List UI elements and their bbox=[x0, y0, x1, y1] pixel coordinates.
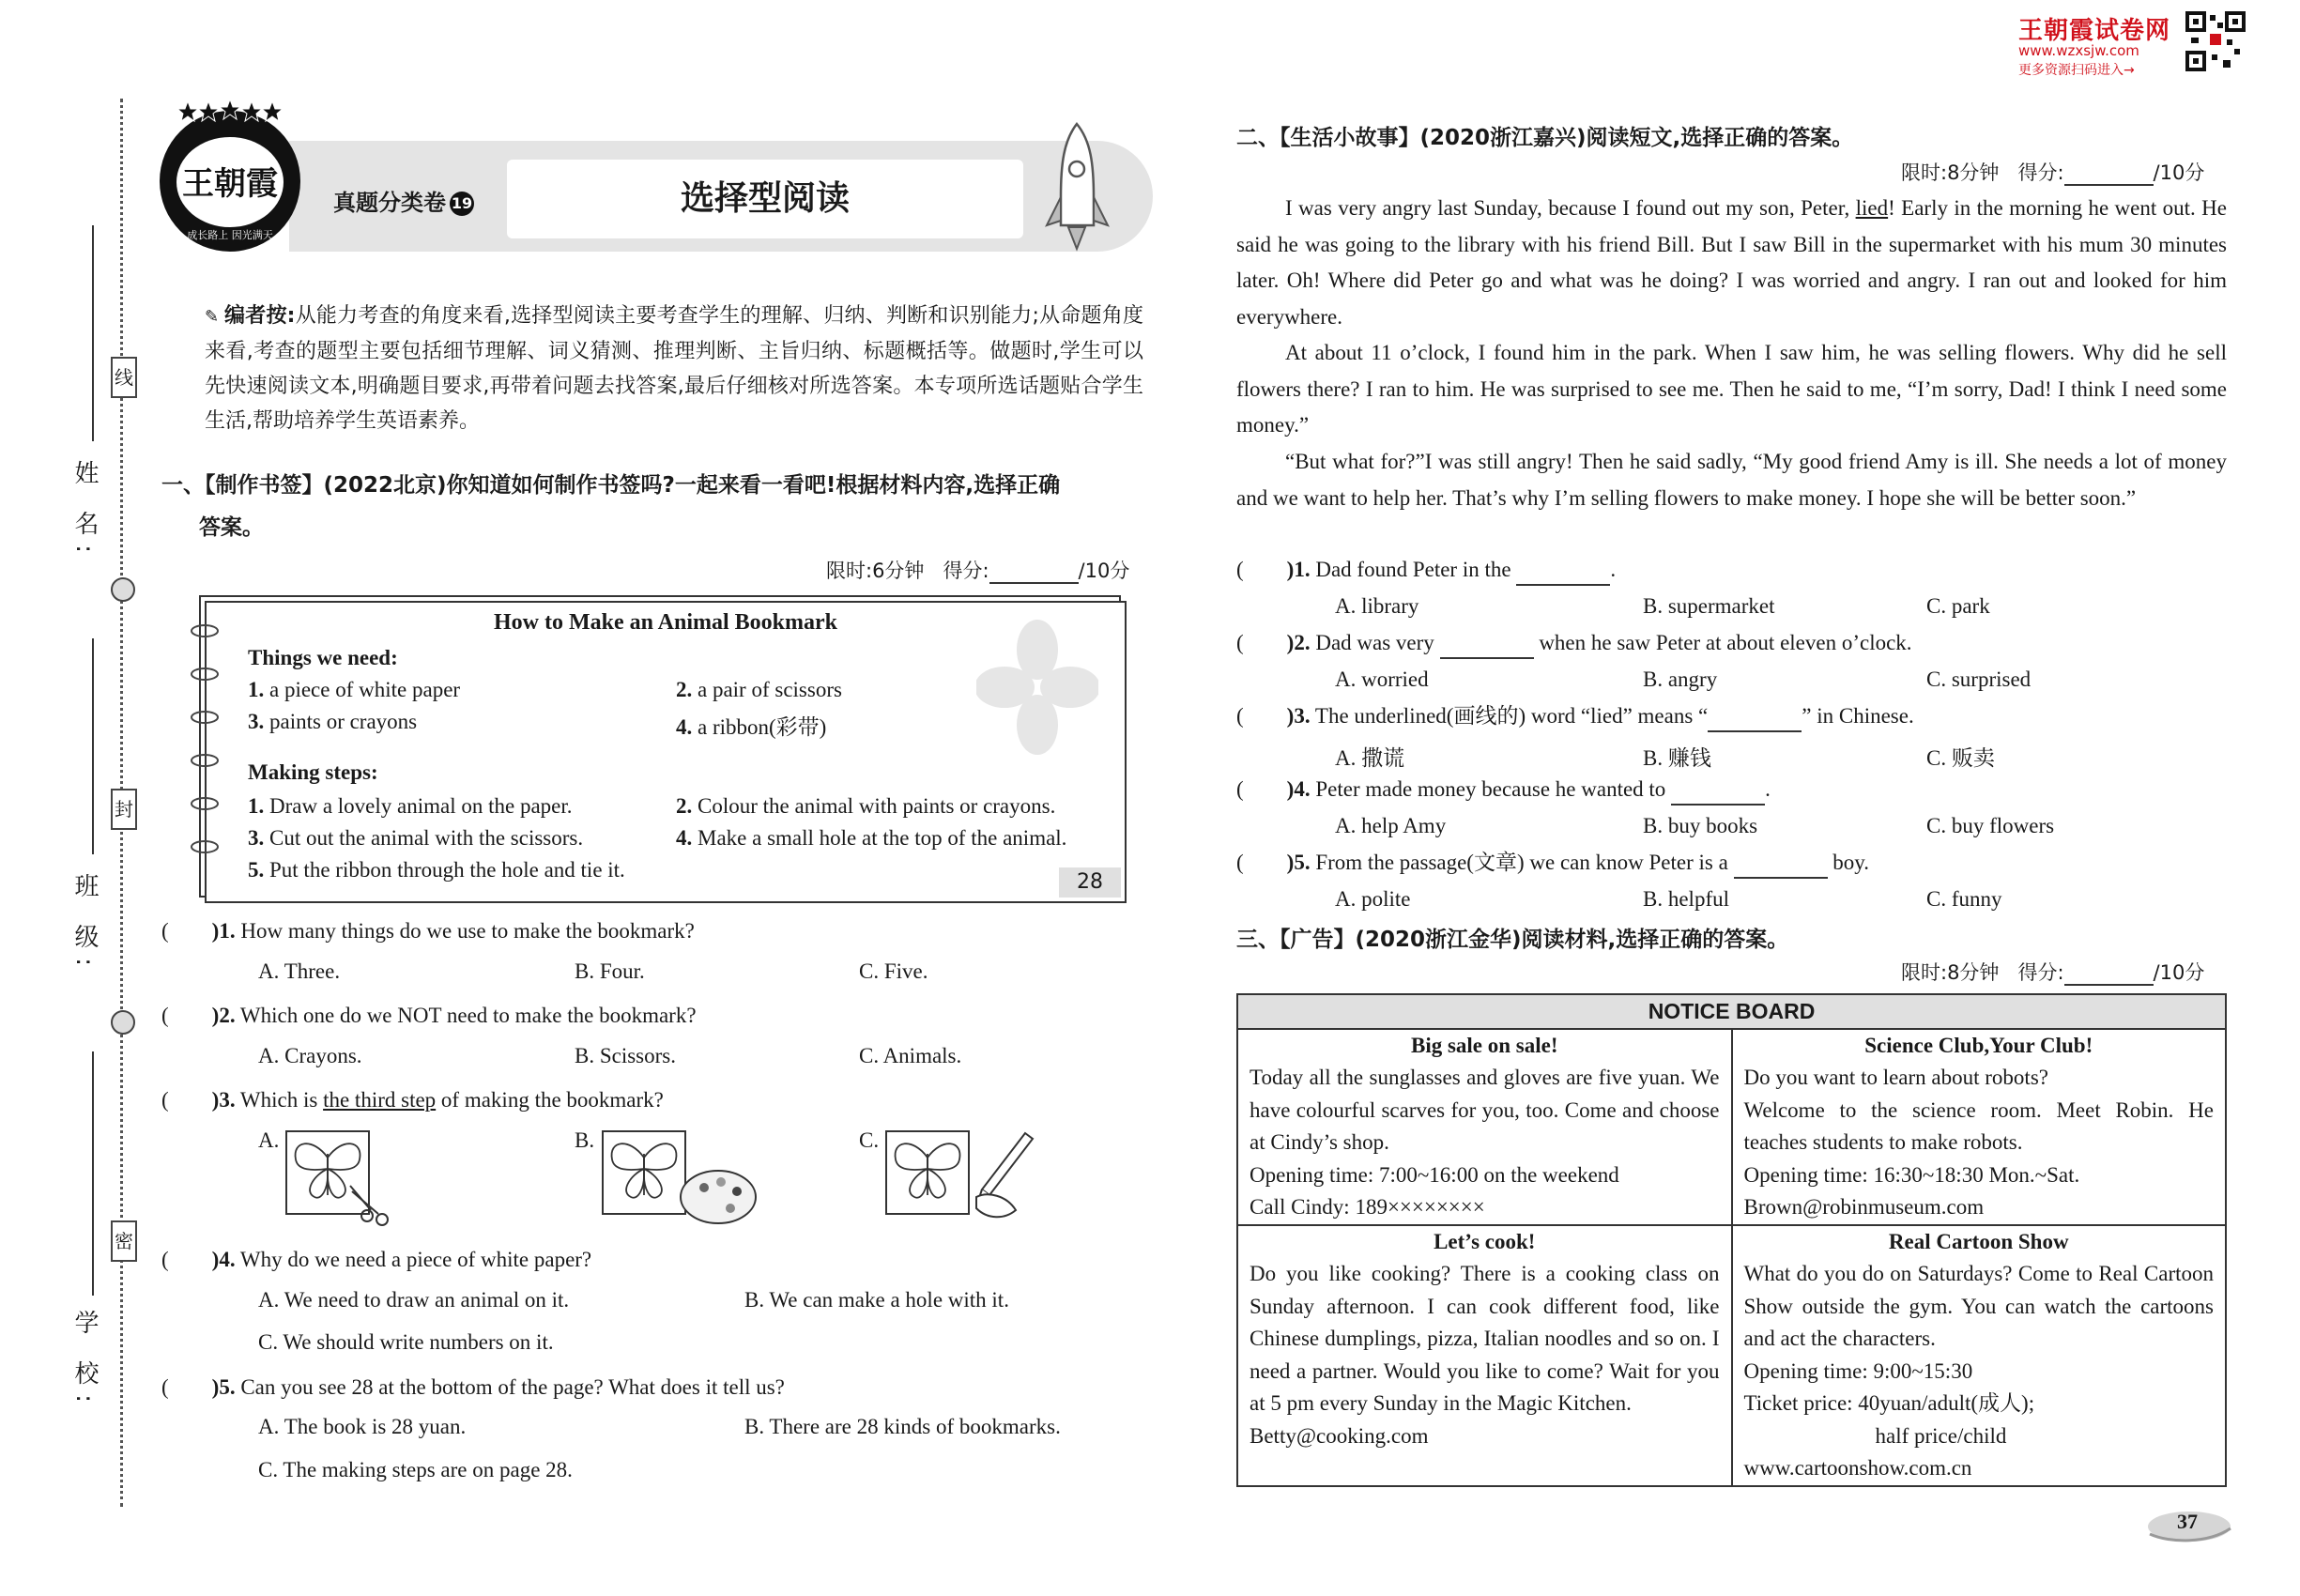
intro-paragraph bbox=[205, 299, 1143, 438]
section1-time-score bbox=[826, 556, 1129, 584]
s2-q2-option-a[interactable]: A. worried bbox=[1335, 668, 1429, 691]
watermark-url: www.wzxsjw.com bbox=[2018, 42, 2139, 59]
ad-title: Let’s cook! bbox=[1434, 1229, 1536, 1253]
section3-score-total: /10分 bbox=[2153, 961, 2205, 984]
notice-board bbox=[1236, 993, 2227, 1487]
s1-q2: ( )2. Which one do we NOT need to make the bookmark? bbox=[161, 1004, 697, 1027]
fill-blank[interactable] bbox=[1734, 858, 1828, 879]
s1-q5: ( )5. Can you see 28 at the bottom of the page? What does it tell us? bbox=[161, 1375, 785, 1399]
name-label: 姓 名: bbox=[70, 460, 99, 563]
s2-q3-option-c[interactable]: C. 贩卖 bbox=[1926, 746, 1995, 770]
s2-q4: ( )4. Peter made money because he wanted to . bbox=[1236, 774, 1771, 806]
steps-label: Making steps: bbox=[248, 760, 378, 784]
s1-q2-option-b[interactable]: B. Scissors. bbox=[575, 1044, 676, 1067]
underlined-phrase: the third step bbox=[323, 1088, 437, 1112]
ad-cooking: Let’s cook! Do you like cooking? There is a cooking class on Sunday afternoon. I can cook different food, like Chinese dumplings, pizza, Italian noodles and so on. I need a partner. Would you like to come? Wait for you at 5 pm every Sunday in the Magic Kitchen. Betty@cooking.com bbox=[1237, 1225, 1732, 1486]
intro-label: 编者按: bbox=[224, 304, 296, 328]
step-item: 5. Put the ribbon through the hole and tie it. bbox=[248, 858, 625, 882]
page-title: 选择型阅读 bbox=[680, 179, 850, 218]
section1-time: 限时:6分钟 bbox=[826, 560, 925, 582]
s1-q4-option-a[interactable]: A. We need to draw an animal on it. bbox=[258, 1288, 570, 1312]
binding-mark-xian: 线 bbox=[111, 357, 137, 398]
s1-q5-option-b[interactable]: B. There are 28 kinds of bookmarks. bbox=[744, 1415, 1061, 1438]
thing-item: 4. a ribbon(彩带) bbox=[676, 715, 827, 739]
bookmark-page-number: 28 bbox=[1059, 867, 1121, 898]
section3-score-label: 得分: bbox=[2017, 961, 2064, 984]
s1-q5-option-c[interactable]: C. The making steps are on page 28. bbox=[258, 1458, 573, 1481]
s2-q1-option-b[interactable]: B. supermarket bbox=[1643, 594, 1775, 618]
fill-blank[interactable] bbox=[1440, 638, 1534, 659]
s2-q4-option-b[interactable]: B. buy books bbox=[1643, 814, 1758, 837]
section3-score-field[interactable] bbox=[2064, 965, 2154, 986]
series-number: 19 bbox=[450, 192, 474, 216]
butterfly-paint-icon bbox=[601, 1129, 760, 1228]
story-paragraph: I was very angry last Sunday, because I found out my son, Peter, lied! Early in the morning he went out. He said he was going to the library with his friend Bill. But I saw Bill in the supermarket with his mum 30 minutes later. Oh! Where did Peter go and what was he doing? I was worried and angry. I ran out and looked for him everywhere. bbox=[1236, 196, 2227, 329]
butterfly-scissors-icon bbox=[284, 1129, 397, 1228]
step-item: 4. Make a small hole at the top of the animal. bbox=[676, 826, 1067, 850]
underlined-word: lied bbox=[1855, 196, 1889, 220]
series-text: 真题分类卷 bbox=[333, 190, 446, 216]
section1-heading: 一、【制作书签】(2022北京)你知道如何制作书签吗?一起来看一看吧!根据材料内容,选择正确 bbox=[161, 473, 1061, 498]
s1-q5-option-a[interactable]: A. The book is 28 yuan. bbox=[258, 1415, 467, 1438]
watermark-name: 王朝霞试卷网 bbox=[2018, 17, 2171, 45]
step-item: 2. Colour the animal with paints or crayons. bbox=[676, 794, 1056, 818]
bookmark-title: How to Make an Animal Bookmark bbox=[493, 610, 838, 635]
fill-blank[interactable] bbox=[1516, 565, 1610, 586]
things-label: Things we need: bbox=[248, 646, 398, 669]
section2-score-label: 得分: bbox=[2017, 161, 2064, 184]
logo-text: 王朝霞 bbox=[182, 165, 278, 203]
page-number: 37 bbox=[2177, 1510, 2198, 1533]
s1-q1: ( )1. How many things do we use to make the bookmark? bbox=[161, 919, 695, 943]
s2-q5-option-c[interactable]: C. funny bbox=[1926, 887, 2002, 911]
s1-q4-option-b[interactable]: B. We can make a hole with it. bbox=[744, 1288, 1009, 1312]
s2-q2-option-c[interactable]: C. surprised bbox=[1926, 668, 2032, 691]
s1-q3-option-b[interactable]: B. bbox=[575, 1128, 595, 1152]
name-field[interactable] bbox=[92, 225, 94, 441]
watermark-tip: 更多资源扫码进入→ bbox=[2018, 63, 2135, 78]
thing-item: 1. a piece of white paper bbox=[248, 678, 461, 701]
s2-q4-option-a[interactable]: A. help Amy bbox=[1335, 814, 1447, 837]
section1-score-label: 得分: bbox=[943, 560, 989, 582]
butterfly-pencil-icon bbox=[884, 1129, 1044, 1228]
ad-big-sale: Big sale on sale! Today all the sunglasses and gloves are five yuan. We have colourful scarves for you, too. Come and choose at Cindy’s shop. Opening time: 7:00~16:00 on the weekend Call Cindy: 189×××××××× bbox=[1237, 1029, 1732, 1225]
pencil-icon: ✎ bbox=[205, 307, 225, 327]
s1-q1-option-c[interactable]: C. Five. bbox=[859, 959, 928, 983]
section1-score-total: /10分 bbox=[1078, 560, 1130, 582]
school-label: 学 校: bbox=[70, 1310, 99, 1413]
binding-hole-icon bbox=[111, 577, 135, 602]
section2-time-score bbox=[1901, 158, 2204, 186]
step-item: 3. Cut out the animal with the scissors. bbox=[248, 826, 584, 850]
section1-heading-cont: 答案。 bbox=[199, 515, 264, 540]
spiral-binding-icon bbox=[186, 620, 223, 892]
section3-time: 限时:8分钟 bbox=[1901, 961, 2000, 984]
section2-time: 限时:8分钟 bbox=[1901, 161, 2000, 184]
s2-q3-option-a[interactable]: A. 撒谎 bbox=[1335, 746, 1405, 770]
logo-badge bbox=[160, 111, 300, 252]
ad-title: Real Cartoon Show bbox=[1888, 1229, 2069, 1253]
s2-q5-option-a[interactable]: A. polite bbox=[1335, 887, 1411, 911]
qr-code-icon bbox=[2185, 11, 2246, 71]
section2-heading: 二、【生活小故事】(2020浙江嘉兴)阅读短文,选择正确的答案。 bbox=[1236, 126, 1854, 150]
school-field[interactable] bbox=[92, 1051, 94, 1296]
binding-mark-feng: 封 bbox=[111, 789, 137, 830]
s1-q2-option-c[interactable]: C. Animals. bbox=[859, 1044, 962, 1067]
watermark bbox=[2018, 11, 2291, 77]
s1-q1-option-a[interactable]: A. Three. bbox=[258, 959, 341, 983]
intro-text: 从能力考查的角度来看,选择型阅读主要考查学生的理解、归纳、判断和识别能力;从命题角度来看,考查的题型主要包括细节理解、词义猜测、推理判断、主旨归纳、标题概括等。做题时,学生可以先快速阅读文本,明确题目要求,再带着问题去找答案,最后仔细核对所选答案。本专项所选话题贴合学生生活,帮助培养学生英语素养。 bbox=[205, 304, 1143, 433]
class-label: 班 级: bbox=[70, 873, 99, 976]
thing-item: 3. paints or crayons bbox=[248, 710, 418, 733]
flower-watermark-icon bbox=[976, 617, 1098, 758]
s1-q2-option-a[interactable]: A. Crayons. bbox=[258, 1044, 362, 1067]
s2-q3-option-b[interactable]: B. 赚钱 bbox=[1643, 746, 1711, 770]
s1-q4-option-c[interactable]: C. We should write numbers on it. bbox=[258, 1330, 554, 1354]
s1-q1-option-b[interactable]: B. Four. bbox=[575, 959, 645, 983]
fill-blank[interactable] bbox=[1708, 712, 1802, 732]
section3-time-score bbox=[1901, 958, 2204, 986]
s1-q3: ( )3. Which is the third step of making the bookmark? bbox=[161, 1088, 664, 1112]
story-paragraph: At about 11 o’clock, I found him in the park. When I saw him, he was selling flowers. Why did he sell flowers there? I ran to him. He was surprised to see me. Then he said to me, “I’m sorry, Dad! I think I need some money.” bbox=[1236, 341, 2227, 437]
notice-board-title: NOTICE BOARD bbox=[1237, 994, 2226, 1029]
s2-q2: ( )2. Dad was very when he saw Peter at about eleven o’clock. bbox=[1236, 627, 1912, 659]
section1-score-field[interactable] bbox=[989, 563, 1079, 584]
binding-mark-mi: 密 bbox=[111, 1220, 137, 1262]
bookmark-card bbox=[205, 601, 1127, 903]
ad-title: Big sale on sale! bbox=[1410, 1033, 1558, 1057]
section3-heading: 三、【广告】(2020浙江金华)阅读材料,选择正确的答案。 bbox=[1236, 928, 1789, 952]
fill-blank[interactable] bbox=[1671, 785, 1765, 806]
ad-science-club: Science Club,Your Club! Do you want to learn about robots? Welcome to the science room. Meet Robin. He teaches students to make robots. Opening time: 16:30~18:30 Mon.~Sat. Brown@robinmuseum.com bbox=[1732, 1029, 2227, 1225]
thing-item: 2. a pair of scissors bbox=[676, 678, 842, 701]
s2-q4-option-c[interactable]: C. buy flowers bbox=[1926, 814, 2055, 837]
s2-q1: ( )1. Dad found Peter in the . bbox=[1236, 554, 1616, 586]
s2-q2-option-b[interactable]: B. angry bbox=[1643, 668, 1718, 691]
s2-q5: ( )5. From the passage(文章) we can know Peter is a boy. bbox=[1236, 847, 1869, 879]
binding-hole-icon bbox=[111, 1010, 135, 1035]
rocket-icon bbox=[1042, 122, 1112, 253]
s2-q3: ( )3. The underlined(画线的) word “lied” means “ ” in Chinese. bbox=[1236, 700, 1914, 732]
s1-q4: ( )4. Why do we need a piece of white paper? bbox=[161, 1248, 592, 1271]
story-paragraph: “But what for?”I was still angry! Then he said sadly, “My good friend Amy is ill. She needs a lot of money and we want to help her. That’s why I’m selling flowers to make money. I hope she will be better soon.” bbox=[1236, 450, 2227, 510]
s1-q3-option-a[interactable]: A. bbox=[258, 1128, 280, 1152]
s2-q5-option-b[interactable]: B. helpful bbox=[1643, 887, 1729, 911]
section2-score-field[interactable] bbox=[2064, 165, 2154, 186]
s1-q3-option-c[interactable]: C. bbox=[859, 1128, 880, 1152]
s2-q1-option-c[interactable]: C. park bbox=[1926, 594, 1990, 618]
title-box bbox=[507, 160, 1023, 238]
step-item: 1. Draw a lovely animal on the paper. bbox=[248, 794, 573, 818]
series-label bbox=[333, 184, 474, 217]
class-field[interactable] bbox=[92, 638, 94, 854]
ad-title: Science Club,Your Club! bbox=[1864, 1033, 2093, 1057]
ad-cartoon-show: Real Cartoon Show What do you do on Saturdays? Come to Real Cartoon Show outside the gym. You can watch the cartoons and act the characters. Opening time: 9:00~15:30 Ticket price: 40yuan/adult(成人); half price/child www.cartoonshow.com.cn bbox=[1732, 1225, 2227, 1486]
logo-slogan: 成长路上 因光满天 bbox=[187, 229, 273, 241]
s2-q1-option-a[interactable]: A. library bbox=[1335, 594, 1419, 618]
section2-score-total: /10分 bbox=[2153, 161, 2205, 184]
stars-icon bbox=[178, 100, 282, 128]
